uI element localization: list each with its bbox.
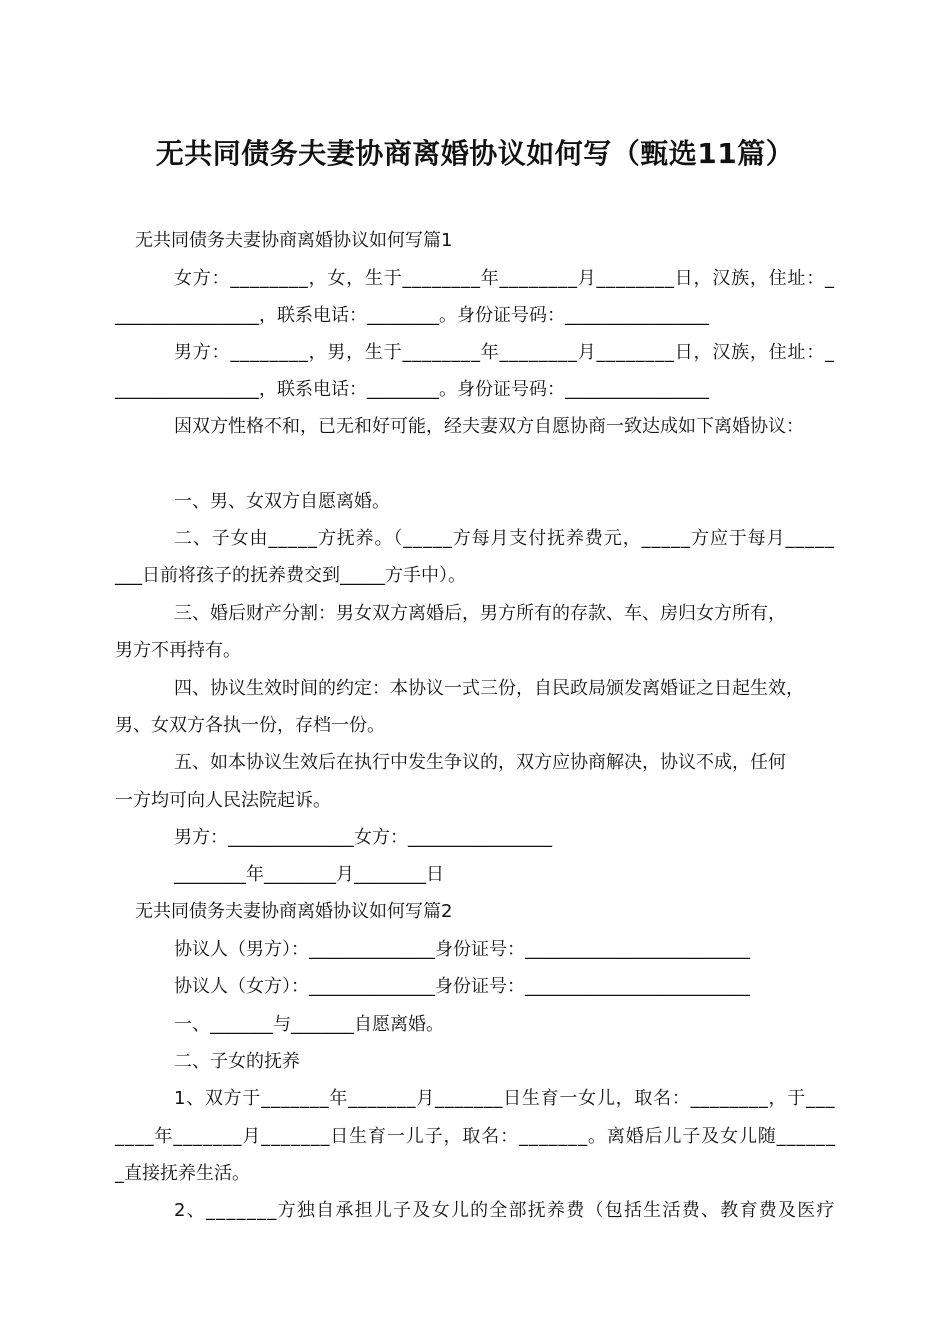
text-line: 协议人（女方）：______________身份证号：_________________________: [174, 976, 750, 997]
text-line: 协议人（男方）：______________身份证号：_________________________: [174, 939, 750, 960]
text-line: ___日前将孩子的抚养费交到_____方手中）。: [115, 565, 466, 586]
text-line: 一、_______与_______自愿离婚。: [174, 1014, 444, 1035]
text-line: 五、如本协议生效后在执行中发生争议的，双方应协商解决，协议不成，任何: [174, 752, 786, 773]
date-line: ________年________月________日: [174, 864, 444, 885]
text-line: 因双方性格不和，已无和好可能，经夫妻双方自愿协商一致达成如下离婚协议：: [174, 416, 804, 437]
text-line: 男方不再持有。: [115, 640, 241, 661]
text-line: 男方：________，男，生于________年________月________日，汉族，住址：_: [174, 342, 835, 363]
text-line: 四、协议生效时间的约定：本协议一式三份，自民政局颁发离婚证之日起生效，: [174, 678, 804, 699]
text-line: ____年_______月_______日生育一儿子，取名：_______。离婚后儿子及女儿随______: [115, 1126, 836, 1147]
text-line: 一方均可向人民法院起诉。: [115, 790, 331, 811]
text-line: 二、子女的抚养: [174, 1051, 300, 1072]
text-line: 男、女双方各执一份，存档一份。: [115, 715, 385, 736]
text-line: ________________，联系电话：________。身份证号码：________________: [115, 305, 709, 326]
document-title: 无共同债务夫妻协商离婚协议如何写（甄选11篇）: [155, 137, 795, 170]
text-line: 三、婚后财产分割：男女双方离婚后，男方所有的存款、车、房归女方所有，: [174, 603, 786, 624]
text-line: 2、_______方独自承担儿子及女儿的全部抚养费（包括生活费、教育费及医疗: [174, 1200, 836, 1221]
text-line: 女方：________，女，生于________年________月________日，汉族，住址：_: [174, 268, 835, 289]
text-line: ________________，联系电话：________。身份证号码：________________: [115, 379, 709, 400]
section-heading-2: 无共同债务夫妻协商离婚协议如何写篇2: [135, 901, 453, 922]
section-heading-1: 无共同债务夫妻协商离婚协议如何写篇1: [135, 230, 453, 251]
text-line: 1、双方于_______年_______月_______日生育一女儿，取名：________，于___: [174, 1088, 836, 1109]
text-line: 二、子女由_____方抚养。（_____方每月支付抚养费元，_____方应于每月_____: [174, 528, 835, 549]
text-line: 一、男、女双方自愿离婚。: [174, 491, 390, 512]
signature-line: 男方：______________女方：________________: [174, 827, 552, 848]
text-line: _直接抚养生活。: [115, 1163, 250, 1184]
